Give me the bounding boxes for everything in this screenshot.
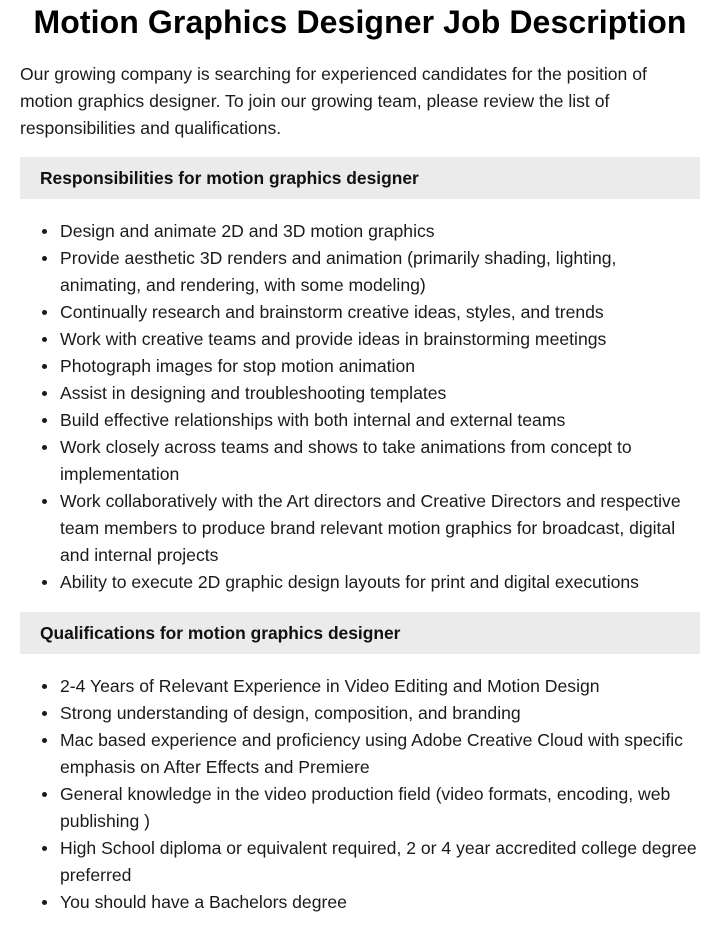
- list-item: Provide aesthetic 3D renders and animation (primarily shading, lighting, animating, and rendering, with some modeling): [60, 245, 700, 299]
- list-item: Work closely across teams and shows to take animations from concept to implementation: [60, 434, 700, 488]
- list-item: Continually research and brainstorm creative ideas, styles, and trends: [60, 299, 700, 326]
- page-title: Motion Graphics Designer Job Description: [33, 4, 687, 40]
- responsibilities-header: Responsibilities for motion graphics designer: [20, 157, 700, 199]
- intro-paragraph: Our growing company is searching for experienced candidates for the position of motion graphics designer. To join our growing team, please review the list of responsibilities and qualifications.: [20, 64, 647, 138]
- list-item: Strong understanding of design, composition, and branding: [60, 700, 700, 727]
- list-item: General knowledge in the video production field (video formats, encoding, web publishing ): [60, 781, 700, 835]
- list-item: Ability to execute 2D graphic design layouts for print and digital executions: [60, 569, 700, 596]
- responsibilities-list: [20, 218, 700, 596]
- qualifications-list: [20, 673, 700, 916]
- list-item: 2-4 Years of Relevant Experience in Video Editing and Motion Design: [60, 673, 700, 700]
- list-item: Design and animate 2D and 3D motion graphics: [60, 218, 700, 245]
- list-item: High School diploma or equivalent required, 2 or 4 year accredited college degree preferred: [60, 835, 700, 889]
- list-item: Work collaboratively with the Art directors and Creative Directors and respective team members to produce brand relevant motion graphics for broadcast, digital and internal projects: [60, 488, 700, 569]
- list-item: Work with creative teams and provide ideas in brainstorming meetings: [60, 326, 700, 353]
- list-item: Assist in designing and troubleshooting templates: [60, 380, 700, 407]
- list-item: Photograph images for stop motion animation: [60, 353, 700, 380]
- list-item: You should have a Bachelors degree: [60, 889, 700, 916]
- qualifications-header: Qualifications for motion graphics designer: [20, 612, 700, 654]
- list-item: Mac based experience and proficiency using Adobe Creative Cloud with specific emphasis on After Effects and Premiere: [60, 727, 700, 781]
- list-item: Build effective relationships with both internal and external teams: [60, 407, 700, 434]
